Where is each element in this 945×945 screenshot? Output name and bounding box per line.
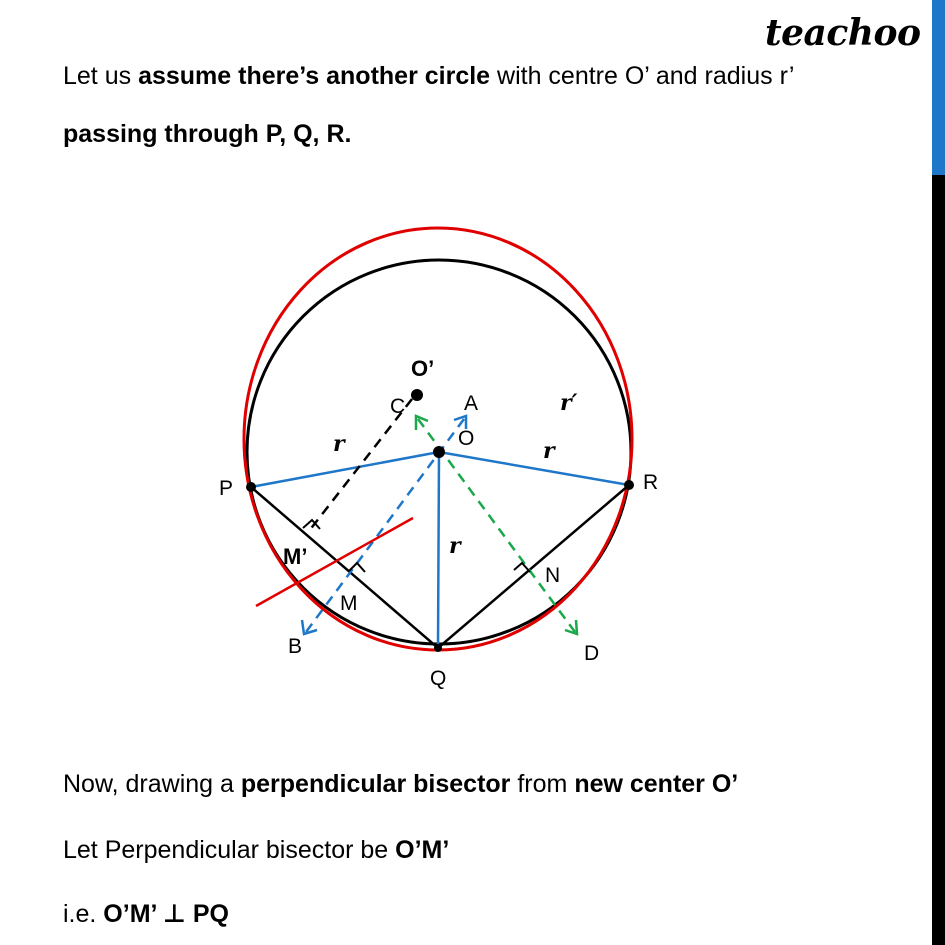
text-bold: new center O’: [574, 770, 739, 798]
label-o-prime: O’: [411, 356, 435, 381]
label-c: C: [390, 395, 406, 418]
text-bold: assume there’s another circle: [138, 62, 491, 90]
label-m: M: [340, 592, 358, 615]
text-plain: i.e.: [63, 900, 104, 928]
text-bold: O’M’ ⊥ PQ: [103, 900, 229, 928]
point-r: [624, 480, 634, 490]
text-plain: with centre O’ and radius r’: [490, 62, 795, 90]
radius-oq: [438, 452, 439, 648]
text-plain: Let us: [63, 62, 139, 90]
label-d: D: [584, 642, 600, 665]
point-p: [246, 482, 256, 492]
text-line-5: [63, 898, 229, 930]
radius-op: [251, 452, 439, 487]
text-bold: perpendicular bisector: [240, 770, 511, 798]
text-plain: Now, drawing a: [63, 770, 241, 798]
label-r-mid: r: [449, 533, 461, 559]
text-bold: O’M’: [395, 836, 450, 864]
text-plain: Let Perpendicular bisector be: [63, 836, 396, 864]
segment-o-prime-m-prime: [309, 399, 412, 531]
label-a: A: [464, 392, 479, 415]
label-r: R: [643, 471, 659, 494]
label-o: O: [458, 427, 475, 450]
label-m-prime: M’: [283, 544, 308, 569]
radius-or: [439, 452, 629, 485]
text-plain: from: [510, 770, 575, 798]
text-line-3: [63, 768, 738, 800]
label-r-right: r: [543, 438, 555, 464]
right-angle-n: [514, 563, 530, 572]
label-n: N: [545, 564, 561, 587]
teachoo-logo: teachoo: [765, 12, 921, 54]
text-bold: passing through P, Q, R.: [63, 120, 352, 148]
label-r-left: r: [333, 431, 345, 457]
label-r-prime: r′: [560, 390, 578, 416]
point-q: [434, 644, 442, 652]
point-o-prime: [411, 389, 423, 401]
text-line-4: [63, 834, 449, 866]
point-o: [433, 446, 445, 458]
label-q: Q: [430, 667, 447, 690]
label-b: B: [288, 635, 303, 658]
label-p: P: [219, 477, 234, 500]
